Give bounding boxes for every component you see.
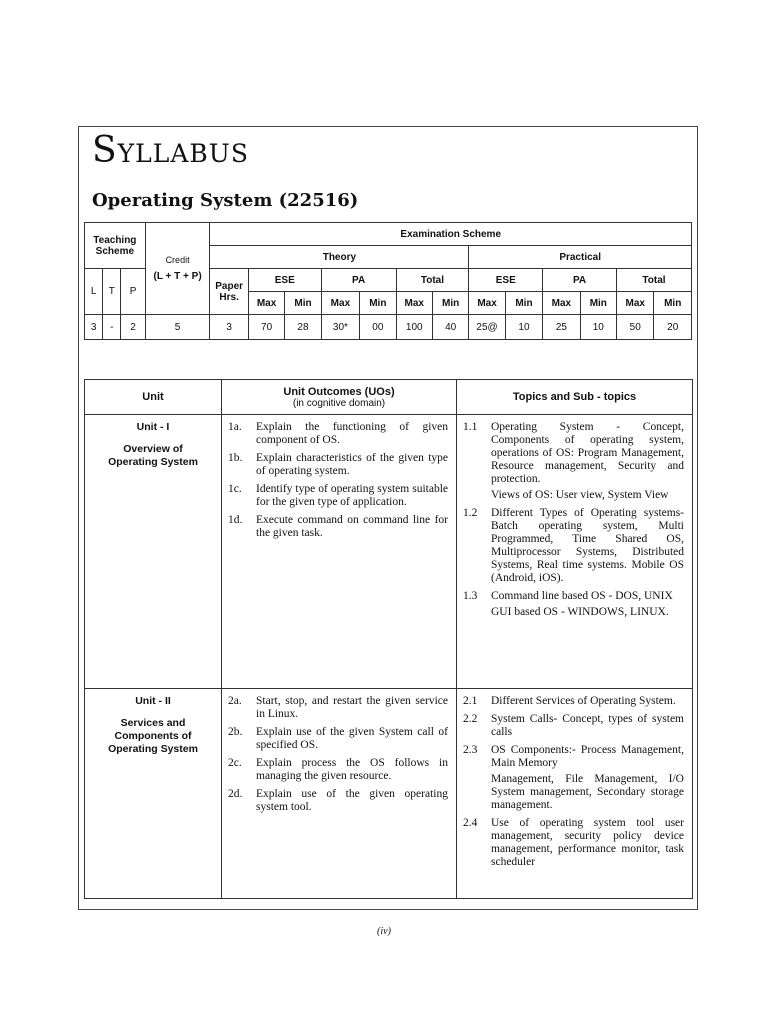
outcome-text: Explain characteristics of the given type of operating system. <box>256 452 448 477</box>
unit-cell <box>85 689 222 899</box>
scheme-value-cell: 30* <box>321 315 359 340</box>
topic-number: 1.3 <box>463 590 478 602</box>
topic-text: Operating System - Concept, Components of operating system, operations of OS: Program Management, Resource management, Security and protection. <box>491 421 684 485</box>
scheme-value-cell: 5 <box>145 315 210 340</box>
syllabus-table <box>84 379 693 899</box>
unit-header: Unit <box>85 380 222 415</box>
theory-pa-header: PA <box>321 269 396 292</box>
outcome-number: 2c. <box>228 757 242 769</box>
min-header: Min <box>285 292 321 315</box>
topic-item <box>463 744 684 812</box>
max-header: Max <box>617 292 654 315</box>
outcome-number: 1b. <box>228 452 243 464</box>
topic-number: 2.2 <box>463 713 478 725</box>
examination-scheme-header: Examination Scheme <box>210 223 692 246</box>
scheme-value-cell: 10 <box>505 315 542 340</box>
outcome-number: 2b. <box>228 726 243 738</box>
scheme-value-cell: 50 <box>617 315 654 340</box>
unit-label: Unit - I <box>136 421 170 433</box>
practical-ese-header: ESE <box>469 269 543 292</box>
outcome-item <box>228 421 448 447</box>
topic-item <box>463 590 684 619</box>
scheme-value-cell: 3 <box>210 315 248 340</box>
topic-number: 1.1 <box>463 421 478 433</box>
topic-text: Different Services of Operating System. <box>491 695 676 707</box>
topic-item <box>463 507 684 585</box>
outcome-number: 2a. <box>228 695 242 707</box>
topic-extra-text: Views of OS: User view, System View <box>491 489 669 501</box>
outcome-number: 1d. <box>228 514 243 526</box>
topic-item <box>463 817 684 869</box>
course-title: Operating System (22516) <box>92 190 359 211</box>
topic-text: Use of operating system tool user management, security policy device management, performance monitor, task scheduler <box>491 817 684 868</box>
outcome-text: Explain the functioning of given component of OS. <box>256 421 448 446</box>
min-header: Min <box>505 292 542 315</box>
theory-total-header: Total <box>396 269 469 292</box>
teaching-scheme-header: Teaching Scheme <box>85 223 146 269</box>
scheme-value-cell: 10 <box>580 315 616 340</box>
scheme-value-cell: 25@ <box>469 315 505 340</box>
scheme-value-cell: 40 <box>432 315 468 340</box>
topic-text: OS Components:- Process Management, Main Memory <box>491 744 684 769</box>
outcomes-header: Unit Outcomes (UOs) (in cognitive domain) <box>222 380 457 415</box>
practical-header: Practical <box>469 246 692 269</box>
min-header: Min <box>580 292 616 315</box>
topics-cell <box>457 415 693 689</box>
outcome-text: Explain use of the given operating system tool. <box>256 788 448 813</box>
scheme-value-cell: - <box>103 315 121 340</box>
paper-hrs-header: Paper Hrs. <box>210 269 248 315</box>
max-header: Max <box>321 292 359 315</box>
scheme-value-cell: 28 <box>285 315 321 340</box>
scheme-value-cell: 25 <box>543 315 580 340</box>
max-header: Max <box>248 292 284 315</box>
topic-extra-text: GUI based OS - WINDOWS, LINUX. <box>491 606 669 618</box>
outcome-text: Identify type of operating system suitable for the given type of application. <box>256 483 448 508</box>
topic-text: System Calls- Concept, types of system calls <box>491 713 684 738</box>
outcome-item <box>228 695 448 721</box>
unit-cell <box>85 415 222 689</box>
outcome-text: Explain use of the given System call of specified OS. <box>256 726 448 751</box>
scheme-value-cell: 3 <box>85 315 103 340</box>
topic-text: Different Types of Operating systems- Batch operating system, Multi Programmed, Time Shared OS, Multiprocessor Systems, Distributed Systems, Real time systems. Mobile OS (Android, iOS). <box>491 507 684 584</box>
topic-text: Command line based OS - DOS, UNIX <box>491 590 673 602</box>
outcome-item <box>228 452 448 478</box>
outcome-item <box>228 483 448 509</box>
topics-header: Topics and Sub - topics <box>457 380 693 415</box>
unit-row <box>85 689 693 899</box>
min-header: Min <box>360 292 396 315</box>
outcomes-cell <box>222 689 457 899</box>
outcome-item <box>228 788 448 814</box>
outcome-number: 1c. <box>228 483 242 495</box>
scheme-value-cell: 70 <box>248 315 284 340</box>
practical-pa-header: PA <box>543 269 617 292</box>
outcome-number: 2d. <box>228 788 243 800</box>
min-header: Min <box>432 292 468 315</box>
topic-number: 2.4 <box>463 817 478 829</box>
page-title: Syllabus <box>92 130 249 171</box>
outcome-item <box>228 514 448 540</box>
topic-extra-text: Management, File Management, I/O System management, Secondary storage management. <box>491 773 684 811</box>
scheme-value-cell: 00 <box>360 315 396 340</box>
l-header: L <box>85 269 103 315</box>
practical-total-header: Total <box>617 269 692 292</box>
max-header: Max <box>396 292 432 315</box>
unit-name: Overview of Operating System <box>108 443 198 468</box>
topic-item <box>463 695 684 708</box>
topic-number: 2.1 <box>463 695 478 707</box>
scheme-value-cell: 20 <box>654 315 692 340</box>
theory-ese-header: ESE <box>248 269 321 292</box>
scheme-value-cell: 100 <box>396 315 432 340</box>
unit-label: Unit - II <box>135 695 171 707</box>
scheme-value-cell: 2 <box>121 315 145 340</box>
unit-row <box>85 415 693 689</box>
topic-number: 2.3 <box>463 744 478 756</box>
t-header: T <box>103 269 121 315</box>
outcome-number: 1a. <box>228 421 242 433</box>
credit-header: Credit (L + T + P) <box>145 223 210 315</box>
outcomes-cell <box>222 415 457 689</box>
theory-header: Theory <box>210 246 469 269</box>
outcome-item <box>228 757 448 783</box>
outcome-text: Explain process the OS follows in managing the given resource. <box>256 757 448 782</box>
topic-number: 1.2 <box>463 507 478 519</box>
topic-item <box>463 713 684 739</box>
max-header: Max <box>543 292 580 315</box>
topics-cell <box>457 689 693 899</box>
max-header: Max <box>469 292 505 315</box>
p-header: P <box>121 269 145 315</box>
outcome-item <box>228 726 448 752</box>
unit-name: Services and Components of Operating System <box>108 717 198 755</box>
page-number: (iv) <box>377 926 391 937</box>
scheme-table <box>84 222 692 340</box>
min-header: Min <box>654 292 692 315</box>
outcome-text: Start, stop, and restart the given service in Linux. <box>256 695 448 720</box>
topic-item <box>463 421 684 502</box>
outcome-text: Execute command on command line for the given task. <box>256 514 448 539</box>
